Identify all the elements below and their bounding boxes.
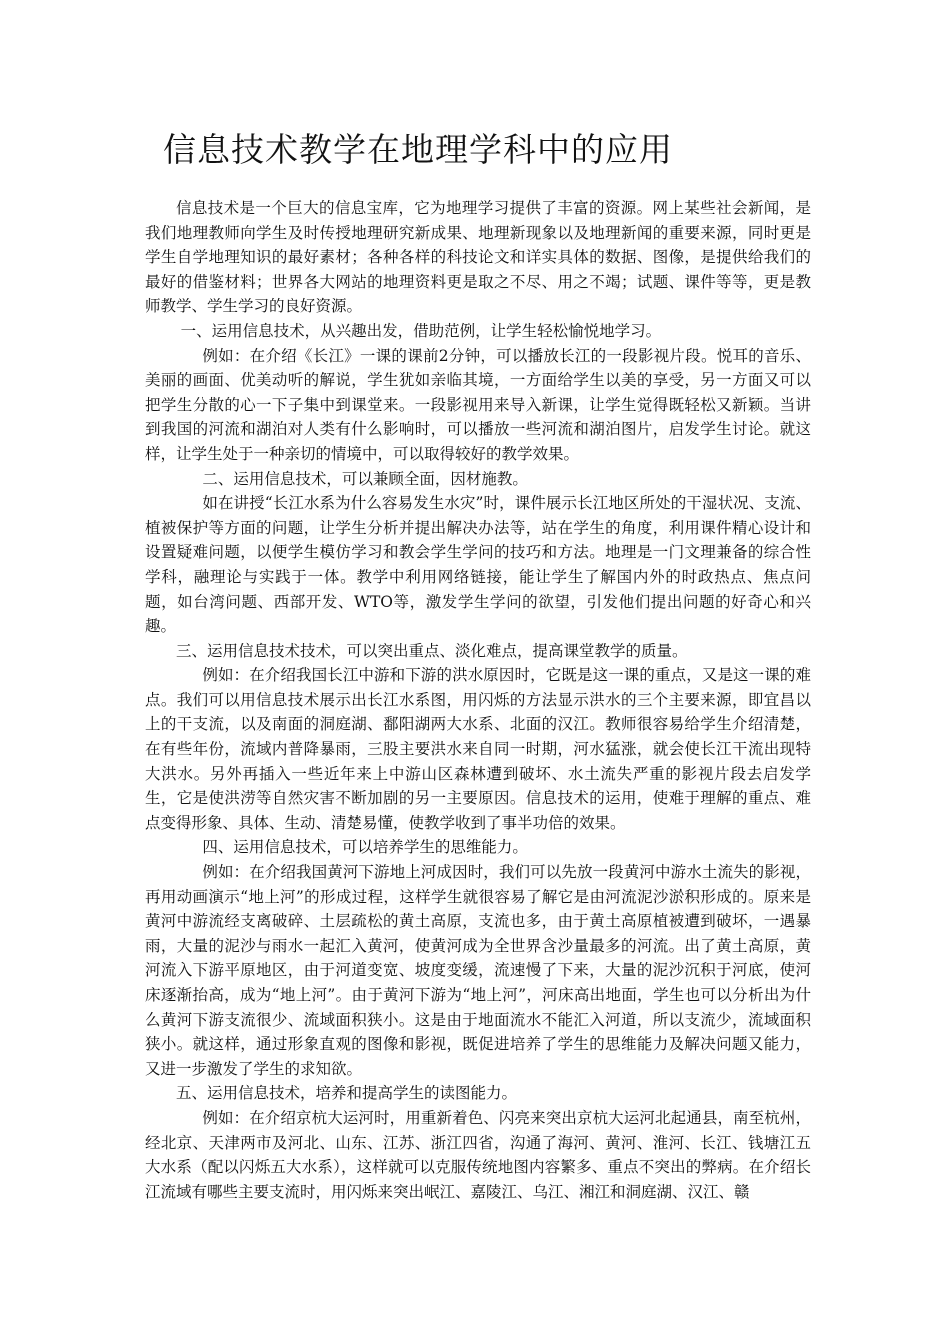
section-5-example: 例如：在介绍京杭大运河时，用重新着色、闪亮来突出京杭大运河北起通县，南至杭州，经北京、天津两市及河北、山东、江苏、浙江四省，沟通了海河、黄河、淮河、长江、钱塘江五大水系（配以闪烁五大水系），这样就可以克服传统地图内容繁多、重点不突出的弊病。在介绍长江流域有哪些主要支流时，用闪烁来突出岷江、嘉陵江、乌江、湘江和洞庭湖、汉江、赣 — [145, 1108, 811, 1201]
document-body — [145, 196, 811, 1204]
section-heading-1: 一、运用信息技术，从兴趣出发，借助范例，让学生轻松愉悦地学习。 — [180, 321, 662, 340]
section-2-example: 如在讲授“长江水系为什么容易发生水灾”时，课件展示长江地区所处的干湿状况、支流、植被保护等方面的问题，让学生分析并提出解决办法等，站在学生的角度，利用课件精心设计和设置疑难问题，以便学生模仿学习和教会学生学问的技巧和方法。地理是一门文理兼备的综合性学科，融理论与实践于一体。教学中利用网络链接，能让学生了解国内外的时政热点、焦点问题，如台湾问题、西部开发、WTO等，激发学生学问的欲望，引发他们提出问题的好奇心和兴趣。 — [145, 494, 811, 636]
document-title: 信息技术教学在地理学科中的应用 — [163, 130, 673, 169]
section-1-example: 例如：在介绍《长江》一课的课前2分钟，可以播放长江的一段影视片段。悦耳的音乐、美丽的画面、优美动听的解说，学生犹如亲临其境，一方面给学生以美的享受，另一方面又可以把学生分散的心一下子集中到课堂来。一段影视用来导入新课，让学生觉得既轻松又新颖。当讲到我国的河流和湖泊对人类有什么影响时，可以播放一些河流和湖泊图片，启发学生讨论。就这样，让学生处于一种亲切的情境中，可以取得较好的教学效果。 — [145, 346, 811, 463]
section-heading-5: 五、运用信息技术，培养和提高学生的读图能力。 — [176, 1084, 518, 1103]
section-4-example: 例如：在介绍我国黄河下游地上河成因时，我们可以先放一段黄河中游水土流失的影视，再用动画演示“地上河”的形成过程，这样学生就很容易了解它是由河流泥沙淤积形成的。原来是黄河中游流经支离破碎、土层疏松的黄土高原，支流也多，由于黄土高原植被遭到破坏，一遇暴雨，大量的泥沙与雨水一起汇入黄河，使黄河成为全世界含沙量最多的河流。出了黄土高原，黄河流入下游平原地区，由于河道变宽、坡度变缓，流速慢了下来，大量的泥沙沉积于河底，使河床逐渐抬高，成为“地上河”。由于黄河下游为“地上河”，河床高出地面，学生也可以分析出为什么黄河下游支流很少、流域面积狭小。这是由于地面流水不能汇入河道，所以支流少，流域面积狭小。就这样，通过形象直观的图像和影视，既促进培养了学生的思维能力及解决问题又能力，又进一步激发了学生的求知欲。 — [145, 863, 811, 1078]
section-heading-3: 三、运用信息技术技术，可以突出重点、淡化难点，提高课堂教学的质量。 — [176, 641, 688, 660]
section-heading-4: 四、运用信息技术，可以培养学生的思维能力。 — [202, 838, 528, 857]
intro-paragraph: 信息技术是一个巨大的信息宝库，它为地理学习提供了丰富的资源。网上某些社会新闻，是我们地理教师向学生及时传授地理研究新成果、地理新现象以及地理新闻的重要来源，同时更是学生自学地理知识的最好素材；各种各样的科技论文和详实具体的数据、图像，是提供给我们的最好的借鉴材料；世界各大网站的地理资料更是取之不尽、用之不竭；试题、课件等等，更是教师教学、学生学习的良好资源。 — [145, 199, 811, 316]
section-3-example: 例如：在介绍我国长江中游和下游的洪水原因时，它既是这一课的重点，又是这一课的难点。我们可以用信息技术展示出长江水系图，用闪烁的方法显示洪水的三个主要来源，即宜昌以上的干支流，以及南面的洞庭湖、鄱阳湖两大水系、北面的汉江。教师很容易给学生介绍清楚，在有些年份，流域内普降暴雨，三股主要洪水来自同一时期，河水猛涨，就会使长江干流出现特大洪水。另外再插入一些近年来上中游山区森林遭到破坏、水土流失严重的影视片段去启发学生，它是使洪涝等自然灾害不断加剧的另一主要原因。信息技术的运用，使难于理解的重点、难点变得形象、具体、生动、清楚易懂，使教学收到了事半功倍的效果。 — [145, 666, 811, 832]
section-heading-2: 二、运用信息技术，可以兼顾全面，因材施教。 — [202, 469, 528, 488]
